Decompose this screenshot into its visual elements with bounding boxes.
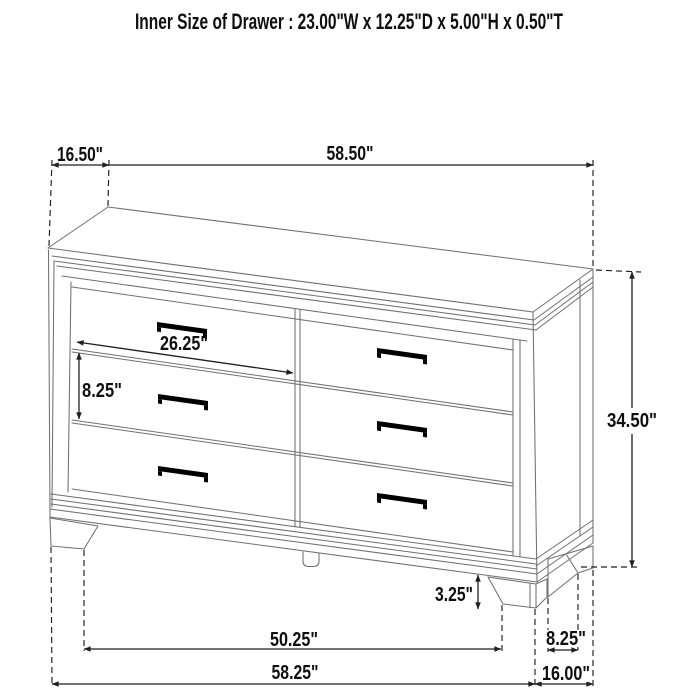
center-peg-leg <box>303 552 319 567</box>
extension-lines <box>49 160 641 686</box>
dim-label-overall-height: 34.50" <box>607 410 657 432</box>
dimension-lines <box>52 165 632 684</box>
page-title: Inner Size of Drawer : 23.00"W x 12.25"D x 5.00"H x 0.50"T <box>135 9 564 34</box>
dimension-labels <box>57 143 657 685</box>
dim-label-leg-height: 3.25" <box>435 584 473 606</box>
dim-label-overall-depth: 16.00" <box>542 663 590 685</box>
drawer-row-edges <box>72 287 513 552</box>
dim-label-side-leg-span: 8.25" <box>546 628 586 650</box>
dim-label-drawer-inner-width: 26.25" <box>160 333 208 355</box>
dim-label-top-width: 58.50" <box>326 143 374 165</box>
dim-label-overall-width: 58.25" <box>271 662 319 684</box>
front-right-leg <box>488 577 536 608</box>
dresser-line-art <box>48 207 593 608</box>
dim-label-front-leg-span: 50.25" <box>270 629 318 651</box>
dim-label-drawer-face-height: 8.25" <box>82 380 122 402</box>
dim-label-top-depth: 16.50" <box>57 144 103 166</box>
